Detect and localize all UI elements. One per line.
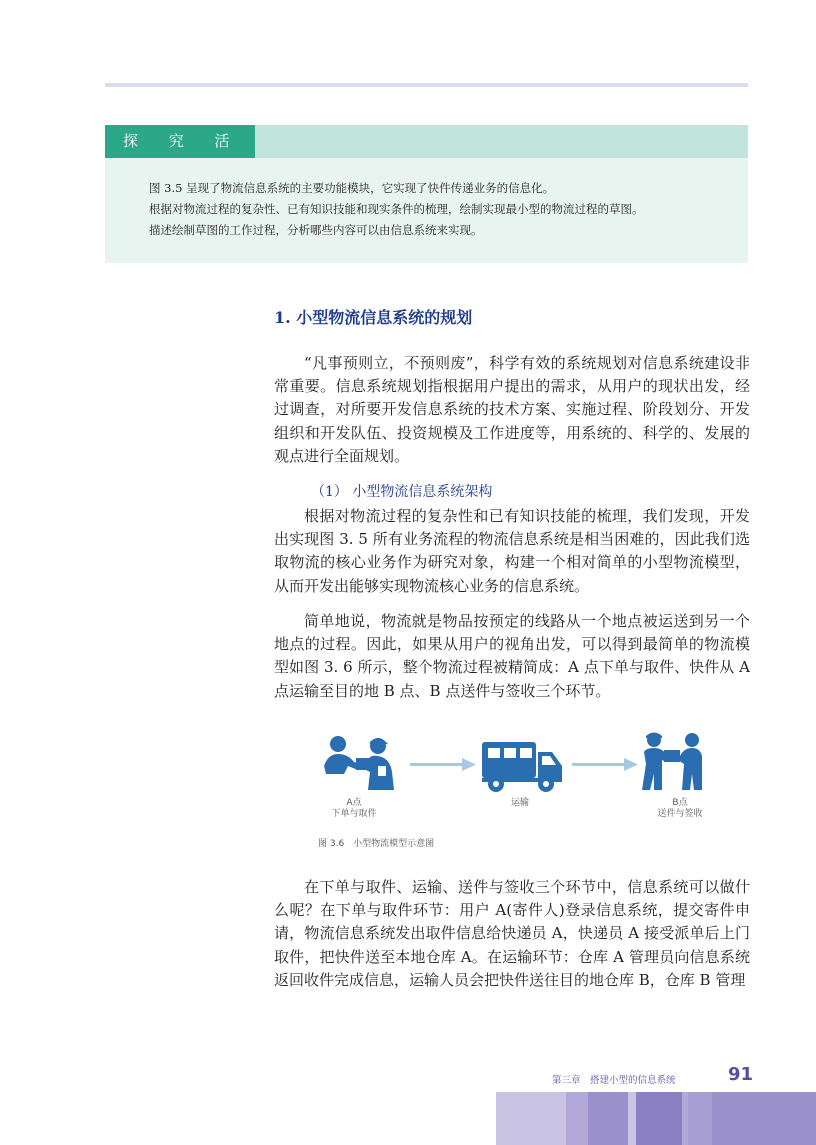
paragraph-architecture [274,505,750,598]
top-rule [105,83,748,87]
explore-activity-title: 探 究 活 [105,125,255,158]
figure-caption: 图 3.6 小型物流模型示意图 [318,839,435,849]
stage-b-label [640,798,720,820]
paragraph-text: 根据对物流过程的复杂性和已有知识技能的梳理，我们发现，开发出实现图 3. 5 所有业务流程的物流信息系统是相当困难的，因此我们选取物流的核心业务作为研究对象，构建一个相对简单的小型物流模型，从而开发出能够实现物流核心业务的信息系统。 [274,507,750,595]
paragraph-text: “凡事预则立，不预则废”，科学有效的系统规划对信息系统建设非常重要。信息系统规划指根据用户提出的需求，从用户的现状出发，经过调查，对所要开发信息系统的技术方案、实施过程、阶段划分、开发组织和开发队伍、投资规模及工作进度等，用系统的、科学的、发展的观点进行全面规划。 [274,354,750,465]
arrow-right-icon [410,758,476,772]
paragraph-planning [274,352,750,468]
truck-icon [480,738,566,794]
explore-line: 描述绘制草图的工作过程，分析哪些内容可以由信息系统来实现。 [149,223,483,237]
stage-b-action: 送件与签收 [657,809,703,819]
subsection-heading: （1） 小型物流信息系统架构 [311,484,493,500]
footer-chapter: 第三章 搭建小型的信息系统 [552,1075,676,1086]
paragraph-model [274,610,750,703]
explore-activity-header [105,125,748,158]
stage-a-point: A点 [346,798,362,808]
section-title: 1. 小型物流信息系统的规划 [274,308,473,327]
page-number: 91 [728,1064,754,1085]
paragraph-info-system [274,876,750,992]
stage-transport-label: 运输 [510,798,529,808]
order-pickup-icon [320,732,402,792]
arrow-right-icon [572,758,638,772]
footer-decoration [496,1092,816,1145]
stage-b-point: B点 [672,798,688,808]
figure-logistics-model [310,728,750,852]
explore-line: 根据对物流过程的复杂性、已有知识技能和现实条件的梳理，绘制实现最小型的物流过程的草图。 [149,202,644,216]
delivery-signing-icon [640,730,706,794]
explore-activity-box [105,158,748,263]
paragraph-text: 在下单与取件、运输、送件与签收三个环节中，信息系统可以做什么呢？在下单与取件环节：用户 A(寄件人)登录信息系统，提交寄件申请，物流信息系统发出取件信息给快递员 A，快递员 A 接受派单后上门取件，把快件送至本地仓库 A。在运输环节：仓库 A 管理员向信息系统返回收件完成信息，运输人员会把快件送往目的地仓库 B，仓库 B 管理 [274,878,750,989]
paragraph-text: 简单地说，物流就是物品按预定的线路从一个地点被运送到另一个地点的过程。因此，如果从用户的视角出发，可以得到最简单的物流模型如图 3. 6 所示，整个物流过程被精简成：A 点下单与取件、快件从 A 点运输至目的地 B 点、B 点送件与签收三个环节。 [274,612,750,700]
explore-line: 图 3.5 呈现了物流信息系统的主要功能模块，它实现了快件传递业务的信息化。 [149,181,555,195]
stage-a-label [316,798,392,820]
stage-a-action: 下单与取件 [331,809,377,819]
